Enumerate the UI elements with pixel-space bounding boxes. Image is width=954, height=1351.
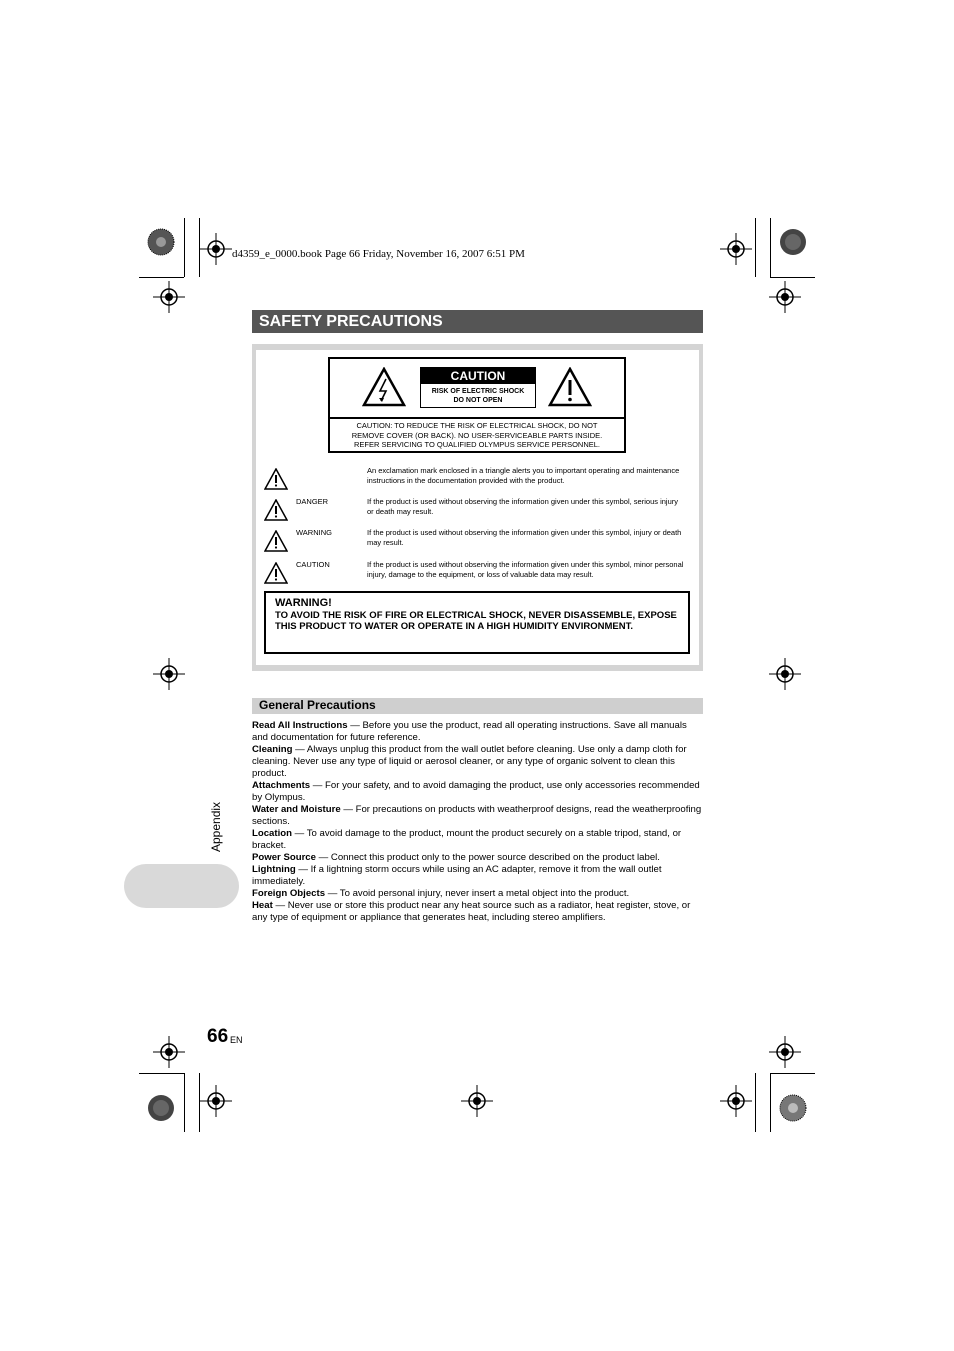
registration-mark-icon (153, 658, 185, 690)
caution-sub-line2: DO NOT OPEN (453, 397, 503, 404)
list-item (252, 852, 704, 864)
exclamation-triangle-icon (264, 530, 288, 552)
caution-label-box (328, 357, 626, 453)
item-text: — To avoid personal injury, never insert a metal object into the product. (325, 888, 630, 899)
item-term: Water and Moisture (252, 804, 341, 815)
exclamation-triangle-icon (264, 562, 288, 584)
item-text: — For your safety, and to avoid damaging the product, use only accessories recommended by Olympus. (252, 780, 700, 803)
color-target-icon (147, 1094, 175, 1122)
caution-text-line: CAUTION: TO REDUCE THE RISK OF ELECTRICAL SHOCK, DO NOT (356, 421, 598, 430)
item-term: Foreign Objects (252, 888, 326, 899)
caution-text-line: REFER SERVICING TO QUALIFIED OLYMPUS SERVICE PERSONNEL. (353, 440, 601, 449)
warning-title: WARNING! (275, 597, 332, 609)
registration-mark-icon (769, 281, 801, 313)
registration-mark-icon (200, 233, 232, 265)
list-item (252, 828, 704, 852)
item-term: Attachments (252, 780, 311, 791)
precautions-list (252, 720, 704, 924)
caution-sub-line1: RISK OF ELECTRIC SHOCK (431, 388, 525, 395)
list-item (252, 864, 704, 888)
registration-mark-icon (769, 658, 801, 690)
exclamation-warning-icon (548, 367, 592, 407)
item-term: Heat (252, 900, 273, 911)
symbol-row-warning (264, 528, 694, 556)
page-title: SAFETY PRECAUTIONS (252, 310, 703, 333)
symbol-description: An exclamation mark enclosed in a triangle alerts you to important operating and maintenance instructions in the documentation provided with the product. (367, 466, 680, 485)
registration-mark-icon (200, 1085, 232, 1117)
registration-mark-icon (153, 281, 185, 313)
item-text: — Always unplug this product from the wall outlet before cleaning. Use only a damp cloth for cleaning. Never use any type of liquid or aerosol cleaner, or any type of organic solvent to clean this product. (252, 744, 687, 779)
list-item (252, 744, 704, 780)
item-term: Power Source (252, 852, 316, 863)
registration-mark-icon (720, 233, 752, 265)
registration-mark-icon (461, 1085, 493, 1117)
lightning-warning-icon (362, 367, 406, 407)
page-language: EN (230, 1035, 243, 1045)
symbol-kind: CAUTION (296, 560, 330, 569)
caution-description (330, 421, 624, 450)
item-text: — If a lightning storm occurs while using an AC adapter, remove it from the wall outlet immediately. (252, 864, 662, 887)
color-target-icon (779, 228, 807, 256)
registration-mark-icon (769, 1036, 801, 1068)
symbol-row-notice (264, 466, 694, 494)
symbol-description: If the product is used without observing the information given under this symbol, minor personal injury, damage to the equipment, or loss of valuable data may result. (367, 560, 684, 579)
item-text: — For precautions on products with weatherproof designs, read the weatherproofing sections. (252, 804, 702, 827)
color-target-icon (779, 1094, 807, 1122)
caution-sign (420, 367, 536, 408)
section-tab (124, 864, 239, 908)
item-text: — Never use or store this product near any heat source such as a radiator, heat register, stove, or any type of equipment or appliance that generates heat, including stereo amplifiers. (252, 900, 691, 923)
registration-mark-icon (720, 1085, 752, 1117)
list-item (252, 900, 704, 924)
symbol-description: If the product is used without observing the information given under this symbol, serious injury or death may result. (367, 497, 678, 516)
symbol-kind: DANGER (296, 497, 329, 506)
symbol-row-danger (264, 497, 694, 525)
item-text: — Connect this product only to the power source described on the product label. (315, 852, 660, 863)
symbol-kind: WARNING (296, 528, 332, 537)
caution-heading: CAUTION (421, 368, 535, 384)
color-target-icon (147, 228, 175, 256)
item-term: Lightning (252, 864, 296, 875)
exclamation-triangle-icon (264, 499, 288, 521)
warning-body: TO AVOID THE RISK OF FIRE OR ELECTRICAL SHOCK, NEVER DISASSEMBLE, EXPOSE THIS PRODUCT TO WATER OR OPERATE IN A HIGH HUMIDITY ENVIRONMENT. (275, 610, 677, 632)
warning-box (264, 591, 690, 654)
list-item (252, 804, 704, 828)
caution-text-line: REMOVE COVER (OR BACK). NO USER-SERVICEABLE PARTS INSIDE. (351, 430, 603, 440)
symbol-description: If the product is used without observing the information given under this symbol, injury or death may result. (367, 528, 682, 547)
item-text: — To avoid damage to the product, mount the product securely on a stable tripod, stand, or bracket. (252, 828, 682, 851)
exclamation-triangle-icon (264, 468, 288, 490)
item-term: Read All Instructions (252, 720, 348, 731)
registration-mark-icon (153, 1036, 185, 1068)
list-item (252, 720, 704, 744)
page-number: 66 (207, 1026, 229, 1047)
section-tab-label: Appendix (209, 801, 223, 852)
section-heading: General Precautions (252, 698, 703, 714)
item-text: — Before you use the product, read all operating instructions. Save all manuals and documentation for future reference. (252, 720, 687, 743)
list-item (252, 780, 704, 804)
item-term: Location (252, 828, 292, 839)
list-item (252, 888, 704, 900)
file-header: d4359_e_0000.book Page 66 Friday, November 16, 2007 6:51 PM (232, 248, 525, 260)
symbol-row-caution (264, 560, 694, 588)
item-term: Cleaning (252, 744, 293, 755)
